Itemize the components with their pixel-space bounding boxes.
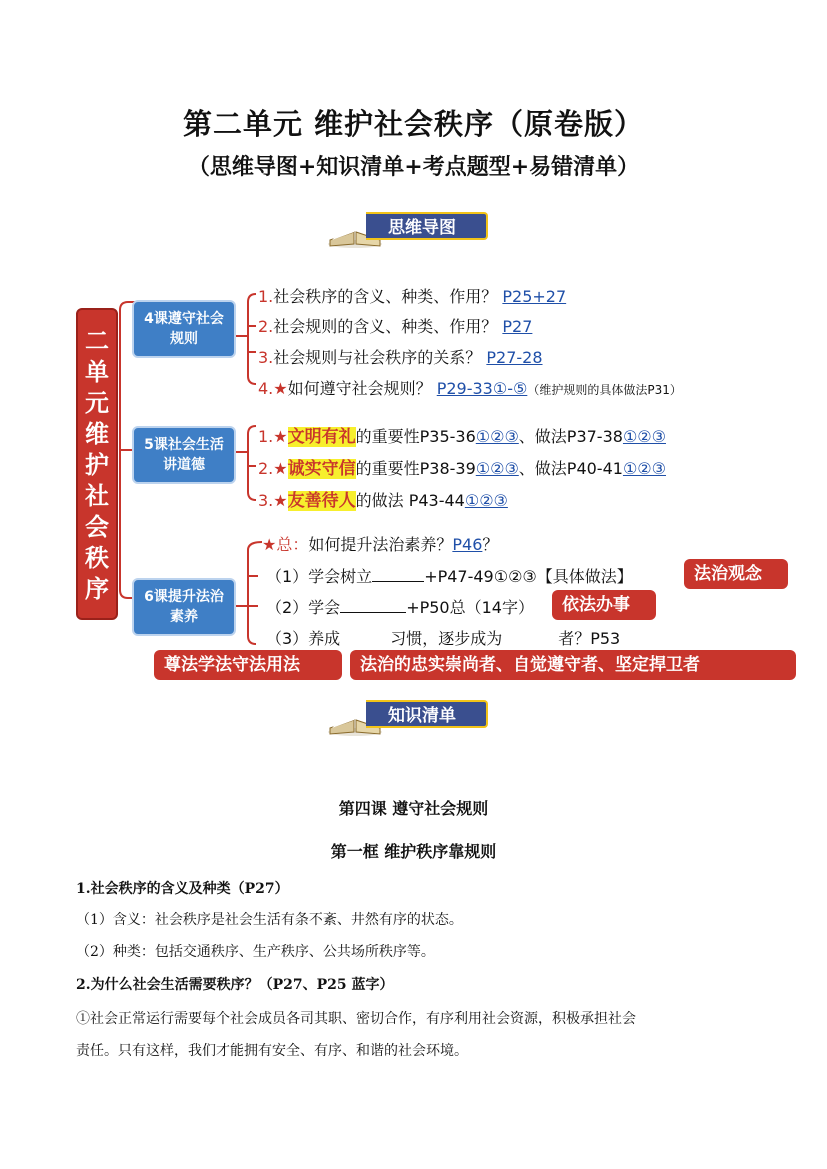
answer-tag-2: 依法办事: [552, 590, 656, 620]
item-text: +P47-49①②③【具体做法】: [424, 567, 633, 586]
answer-1a: （1）含义：社会秩序是社会生活有条不紊、井然有序的状态。: [76, 912, 463, 928]
page-link[interactable]: P27-28: [486, 348, 543, 367]
page-link[interactable]: P27: [502, 317, 533, 336]
item-text: 的重要性P38-39: [355, 459, 476, 478]
item-text: （1）学会树立: [266, 567, 373, 586]
item-text: +P50总（14字）: [406, 598, 534, 617]
item-text: ？: [482, 535, 499, 554]
star-icon: ★: [273, 459, 288, 478]
highlight-keyword: 友善待人: [287, 491, 356, 511]
star-icon: ★: [262, 535, 277, 554]
lesson5-item-3: [258, 490, 508, 512]
item-number: 3.: [258, 491, 274, 510]
item-number: 1.: [258, 287, 274, 306]
answer-2b: 责任。只有这样，我们才能拥有安全、有序、和谐的社会环境。: [76, 1043, 468, 1059]
item-number: 1.: [258, 427, 274, 446]
answer-2a: ①社会正常运行需要每个社会成员各司其职、密切合作，有序利用社会资源，积极承担社会: [76, 1011, 636, 1027]
item-text: 如何遵守社会规则？: [287, 379, 432, 398]
lesson6-summary: [262, 534, 498, 556]
item-text: 习惯，逐步成为: [390, 629, 503, 648]
page-title: 第二单元 维护社会秩序（原卷版）: [182, 107, 645, 141]
item-text: （2）学会: [266, 598, 341, 617]
lesson6-node: 6课提升法治素养: [132, 578, 236, 636]
question-2: 2.为什么社会生活需要秩序？（P27、P25 蓝字）: [76, 977, 394, 993]
page-link[interactable]: ①②③: [622, 427, 666, 446]
item-number: 3.: [258, 348, 274, 367]
page-link[interactable]: P25+27: [502, 287, 567, 306]
question-1: 1.社会秩序的含义及种类（P27）: [76, 881, 289, 897]
lesson4-item-4: [258, 378, 682, 400]
item-text: 者？P53: [558, 629, 621, 648]
star-icon: ★: [273, 491, 288, 510]
lesson6-item-1: [266, 566, 633, 588]
mindmap-banner: [326, 208, 496, 246]
item-text: 的做法 P43-44: [355, 491, 465, 510]
lesson6-item-2: [266, 597, 534, 619]
page-link[interactable]: P46: [452, 535, 483, 554]
section-title: 第一框 维护秩序靠规则: [330, 842, 497, 861]
star-icon: ★: [273, 427, 288, 446]
answer-tag-3: 尊法学法守法用法: [154, 650, 342, 680]
lesson5-item-1: [258, 426, 666, 448]
knowledge-banner-label: 知识清单: [366, 700, 488, 728]
star-icon: ★: [273, 379, 288, 398]
lesson4-item-2: [258, 316, 532, 338]
lesson5-node: 5课社会生活讲道德: [132, 426, 236, 484]
summary-label: 总：: [276, 535, 309, 554]
item-text: 、做法P37-38: [518, 427, 623, 446]
answer-tag-1: 法治观念: [684, 559, 788, 589]
item-text: 社会规则与社会秩序的关系？: [273, 348, 482, 367]
item-text: 、做法P40-41: [518, 459, 623, 478]
page-link[interactable]: ①②③: [622, 459, 666, 478]
answer-1b: （2）种类：包括交通秩序、生产秩序、公共场所秩序等。: [76, 944, 435, 960]
mindmap-root: 二单元维护社会秩序: [76, 308, 118, 620]
answer-tag-4: 法治的忠实崇尚者、自觉遵守者、坚定捍卫者: [350, 650, 796, 680]
highlight-keyword: 文明有礼: [287, 427, 356, 447]
knowledge-banner: [326, 696, 496, 734]
lesson4-node: 4课遵守社会规则: [132, 300, 236, 358]
item-text: （3）养成: [266, 629, 341, 648]
item-number: 4.: [258, 379, 274, 398]
fill-blank: [372, 567, 424, 582]
lesson4-item-1: [258, 286, 566, 308]
fill-blank: [340, 598, 406, 613]
highlight-keyword: 诚实守信: [287, 459, 356, 479]
item-note: （维护规则的具体做法P31）: [527, 383, 682, 397]
page-link[interactable]: ①②③: [475, 427, 519, 446]
page-subtitle: （思维导图+知识清单+考点题型+易错清单）: [187, 154, 640, 180]
item-number: 2.: [258, 459, 274, 478]
mindmap-banner-label: 思维导图: [366, 212, 488, 240]
page-link[interactable]: ①②③: [475, 459, 519, 478]
lesson-title: 第四课 遵守社会规则: [338, 799, 489, 818]
item-number: 2.: [258, 317, 274, 336]
item-text: 的重要性P35-36: [355, 427, 476, 446]
page-link[interactable]: P29-33①-⑤: [436, 379, 528, 398]
item-text: 社会秩序的含义、种类、作用？: [273, 287, 498, 306]
item-text: 如何提升法治素养？: [308, 535, 453, 554]
lesson6-item-3: [266, 628, 620, 650]
item-text: 社会规则的含义、种类、作用？: [273, 317, 498, 336]
page-link[interactable]: ①②③: [464, 491, 508, 510]
lesson5-item-2: [258, 458, 666, 480]
lesson4-item-3: [258, 347, 543, 369]
